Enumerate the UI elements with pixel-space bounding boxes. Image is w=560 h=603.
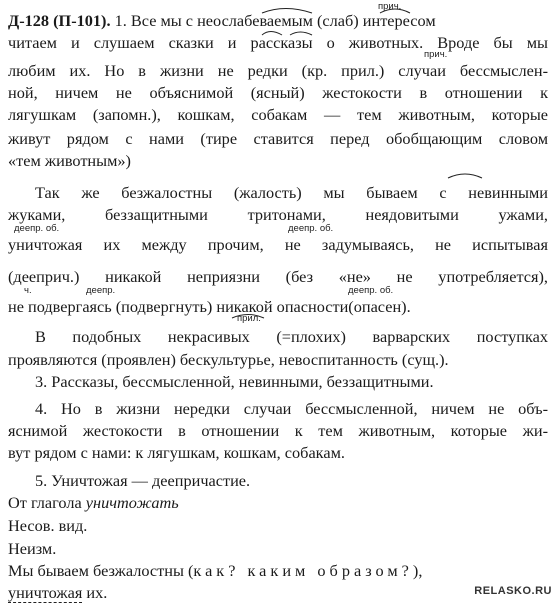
item5-line-4: Неизм.: [8, 539, 57, 558]
item5-line-3: Несов. вид.: [8, 516, 88, 535]
exercise-line-1: [8, 11, 548, 31]
annotation-ch: ч.: [24, 285, 32, 296]
item4-line-1: 4. Но в жизни нередки случаи бессмысленной, ничем не объ-: [35, 399, 548, 418]
paragraph2-line-2: жуками, беззащитными тритонами, неядовитыми ужами,: [8, 205, 548, 224]
annotation-deepr-ob-2: деепр. об.: [288, 223, 334, 234]
paragraph3-line-2: проявляются (проявлен) бескультурье, невоспитанность (сущ.).: [8, 350, 449, 369]
item5-gerund: уничтожая: [8, 583, 83, 602]
item5-gerund-rest: их.: [82, 583, 108, 602]
annotation-prich: прич.: [378, 1, 402, 12]
paragraph3-line-1: В подобных некрасивых (=плохих) варварских поступках: [35, 327, 548, 346]
exercise-line-3: любим их. Но в жизни не редки (кр. прил.) случаи бессмыслен-: [8, 61, 548, 80]
exercise-line-6: живут рядом с нами (тире ставится перед обобщающим словом: [8, 129, 548, 148]
annotation-deepr-ob-1: деепр. об.: [14, 223, 60, 234]
exercise-line-5: лягушкам (запомн.), кошкам, собакам — тем животным, которые: [8, 105, 548, 124]
item5-line-6: [8, 583, 548, 603]
item5-line-5: [8, 561, 548, 581]
exercise-line-4: ной, ничем не объяснимой (ясный) жестокости в отношении к: [8, 83, 548, 102]
item5-verb-prefix: От глагола: [8, 493, 86, 512]
exercise-line-7: «тем животным»): [8, 151, 131, 170]
paragraph2-line-3: уничтожая их между прочим, не задумываясь, не испытывая: [8, 235, 548, 254]
exercise-line-2: читаем и слушаем сказки и рассказы о животных. Вроде бы мы: [8, 33, 548, 52]
watermark: RELASKO.RU: [474, 585, 552, 597]
item5-question: как? каким образом?: [193, 561, 413, 580]
annotation-prich-2: прич.: [424, 49, 448, 60]
item5-line-2: [8, 493, 548, 513]
annotation-pril: прил.: [237, 313, 261, 324]
annotation-deepr-ob-3: деепр. об.: [348, 285, 394, 296]
exercise-text: 1. Все мы с неослабеваемым (слаб) интересом: [114, 11, 436, 30]
paragraph2-line-5: не подвергаясь (подвергнуть) никакой опасности(опасен).: [8, 297, 411, 316]
exercise-label: Д-128 (П-101).: [8, 11, 111, 30]
item-3: 3. Рассказы, бессмысленной, невинными, беззащитными.: [35, 372, 434, 391]
paragraph2-line-1: Так же безжалостны (жалость) мы бываем с невинными: [35, 183, 548, 202]
item5-line-1: 5. Уничтожая — деепричастие.: [35, 471, 251, 490]
item5-verb: уничтожать: [85, 493, 179, 512]
item4-line-2: яснимой жестокости в отношении к тем животным, которые жи-: [8, 421, 548, 440]
annotation-deepr: деепр.: [86, 285, 116, 296]
paragraph2-line-4: (дееприч.) никакой неприязни (без «не» не употребляется),: [8, 267, 548, 286]
item5-sentence-prefix: Мы бываем безжалостны (: [8, 561, 194, 580]
item4-line-3: вут рядом с нами: к лягушкам, кошкам, собакам.: [8, 443, 345, 462]
item5-sentence-suffix: ),: [412, 561, 423, 580]
